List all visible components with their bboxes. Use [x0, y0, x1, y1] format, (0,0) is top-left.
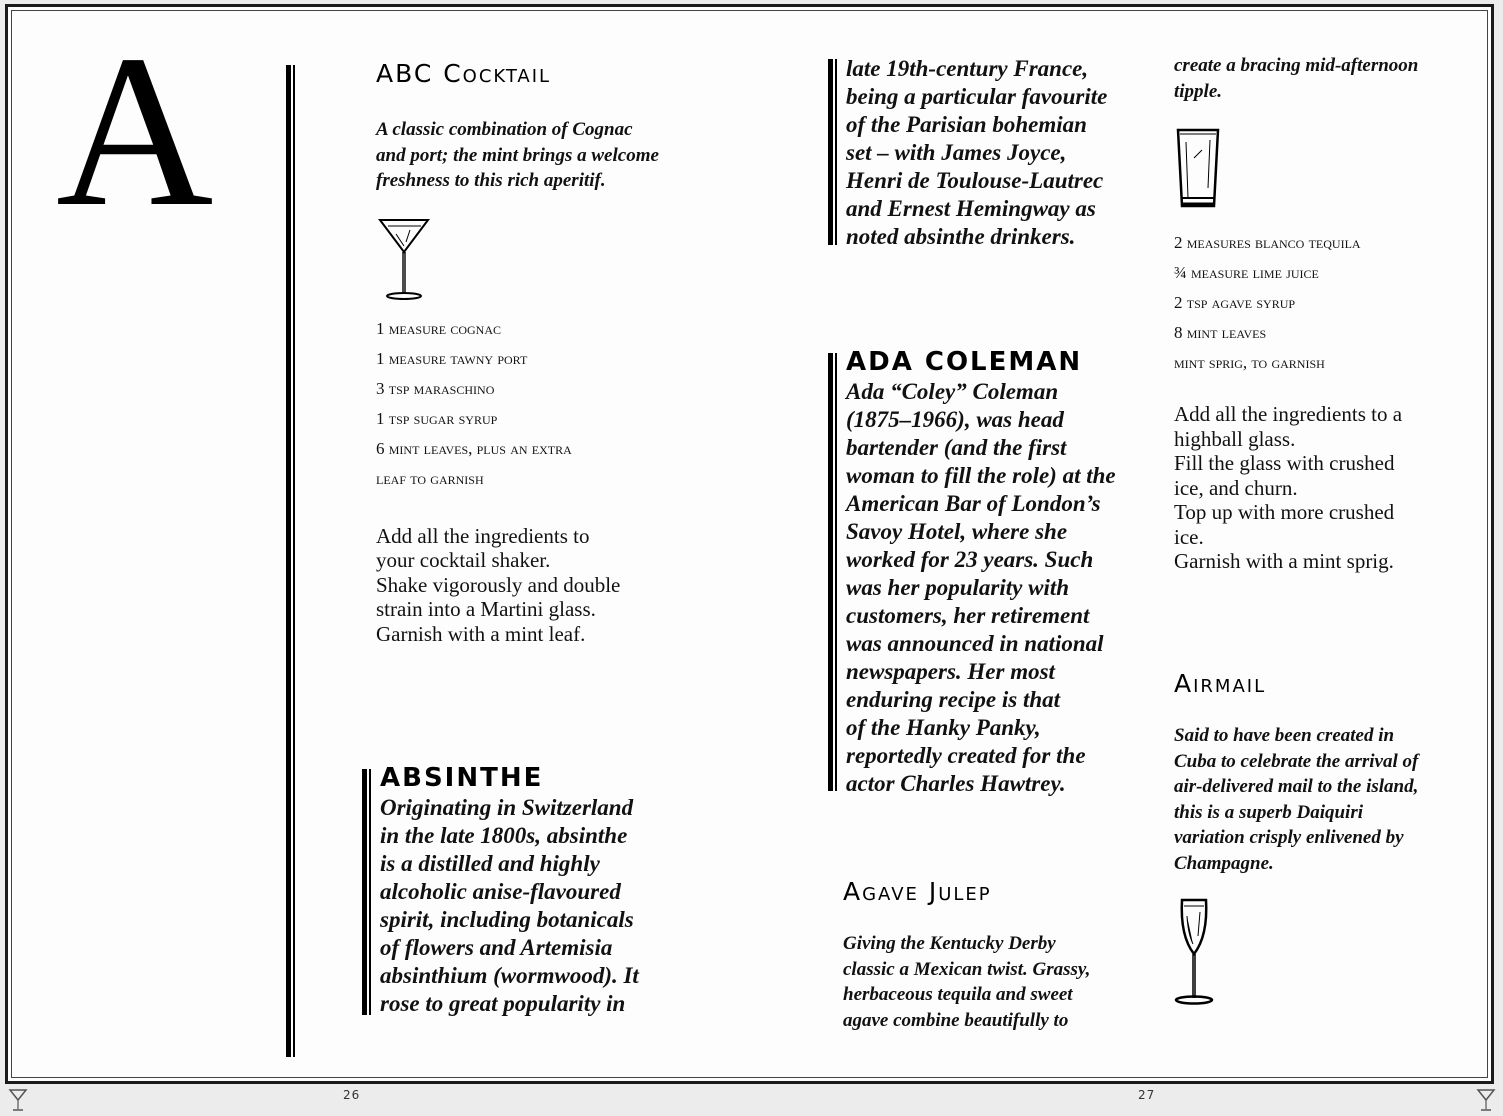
method-line: Fill the glass with crushed — [1174, 451, 1395, 475]
text-line: agave combine beautifully to — [843, 1009, 1069, 1031]
ingredient-list — [1174, 228, 1474, 378]
text-line: Cuba to celebrate the arrival of — [1174, 750, 1419, 772]
method-line: Add all the ingredients to a — [1174, 402, 1403, 426]
feature-bar — [835, 353, 837, 791]
highball-glass-icon — [1174, 128, 1222, 212]
recipe-intro — [1174, 53, 1474, 104]
method-line: ice, and churn. — [1174, 475, 1298, 500]
ingredient-item: 8 mint leaves — [1174, 323, 1267, 342]
recipe-intro — [843, 931, 1143, 1033]
text-line: rose to great popularity in — [380, 991, 626, 1017]
text-line: customers, her retirement — [846, 603, 1090, 629]
recipe-agave-julep-continued — [1174, 53, 1474, 574]
method-line: your cocktail shaker. — [376, 548, 551, 572]
ingredient-item: leaf to garnish — [376, 468, 484, 488]
ingredient-item: 3 tsp maraschino — [376, 378, 495, 398]
text-line: being a particular favourite — [846, 84, 1108, 109]
martini-glass-icon — [8, 1088, 28, 1112]
text-line: set – with James Joyce, — [846, 140, 1067, 165]
text-line: Giving the Kentucky Derby — [843, 933, 1056, 954]
method-line: Garnish with a mint leaf. — [376, 621, 586, 646]
text-line: late 19th-century France, — [846, 56, 1089, 81]
ingredient-item: 2 measures blanco tequila — [1174, 233, 1361, 252]
feature-absinthe-continued — [828, 56, 1128, 249]
text-line: actor Charles Hawtrey. — [846, 771, 1066, 797]
text-line: alcoholic anise-flavoured — [380, 879, 621, 905]
feature-text — [846, 378, 1146, 798]
text-line: noted absinthe drinkers. — [846, 224, 1076, 249]
recipe-title: Agave Julep — [843, 877, 992, 906]
feature-title: ADA COLEMAN — [846, 347, 1083, 377]
method-line: Garnish with a mint sprig. — [1174, 549, 1394, 573]
method-steps — [1174, 402, 1474, 574]
text-line: was her popularity with — [846, 575, 1070, 601]
ingredient-item: ¾ measure lime juice — [1174, 263, 1319, 282]
text-line: absinthium (wormwood). It — [380, 963, 639, 989]
feature-bar — [828, 59, 833, 245]
text-line: is a distilled and highly — [380, 851, 600, 877]
recipe-intro — [1174, 723, 1474, 876]
section-divider — [293, 65, 295, 1057]
page-number-left: 26 — [343, 1088, 361, 1102]
text-line: air-delivered mail to the island, — [1174, 776, 1419, 797]
text-line: classic a Mexican twist. Grassy, — [843, 958, 1091, 980]
text-line: woman to fill the role) at the — [846, 463, 1116, 489]
feature-bar — [828, 353, 833, 791]
martini-glass-icon — [376, 216, 436, 302]
recipe-intro: A classic combination of Cognac and port; the mint brings a welcome freshness to this rich aperitif. — [376, 119, 659, 191]
method-line: Top up with more crushed — [1174, 500, 1395, 524]
text-line: create a bracing mid-afternoon — [1174, 55, 1419, 76]
text-line: and Ernest Hemingway as — [846, 196, 1096, 221]
recipe-airmail — [1174, 669, 1474, 1008]
text-line: Champagne. — [1174, 852, 1274, 874]
section-divider — [286, 65, 291, 1057]
text-line: of flowers and Artemisia — [380, 935, 613, 961]
text-line: this is a superb Daiquiri — [1174, 801, 1363, 823]
page-number-right: 27 — [1138, 1088, 1156, 1102]
feature-bar — [369, 769, 371, 1015]
feature-title: ABSINTHE — [380, 763, 544, 793]
feature-absinthe — [362, 763, 662, 1017]
feature-bar — [835, 59, 837, 245]
text-line: Said to have been created in — [1174, 725, 1395, 746]
recipe-title: ABC Cocktail — [376, 59, 552, 88]
method-line: Shake vigorously and double — [376, 572, 621, 597]
ingredient-item: 1 measure cognac — [376, 318, 502, 338]
text-line: of the Hanky Panky, — [846, 715, 1041, 741]
text-line: Savoy Hotel, where she — [846, 519, 1068, 545]
text-line: tipple. — [1174, 80, 1223, 102]
text-line: American Bar of London’s — [846, 491, 1101, 517]
text-line: herbaceous tequila and sweet — [843, 984, 1073, 1005]
method-line: ice. — [1174, 524, 1204, 549]
ingredient-item: 2 tsp agave syrup — [1174, 293, 1296, 312]
ingredient-item: mint sprig, to garnish — [1174, 353, 1325, 372]
book-spread — [5, 4, 1494, 1084]
champagne-flute-icon — [1174, 896, 1218, 1008]
text-line: enduring recipe is that — [846, 687, 1061, 713]
method-line: strain into a Martini glass. — [376, 597, 596, 621]
text-line: in the late 1800s, absinthe — [380, 823, 628, 849]
recipe-abc-cocktail — [376, 59, 676, 646]
text-line: (1875–1966), was head — [846, 407, 1064, 433]
feature-ada-coleman — [828, 347, 1128, 797]
ingredient-item: 1 tsp sugar syrup — [376, 408, 498, 428]
text-line: Ada “Coley” Coleman — [846, 379, 1059, 405]
recipe-title: Airmail — [1174, 669, 1267, 698]
text-line: worked for 23 years. Such — [846, 547, 1094, 573]
text-line: Originating in Switzerland — [380, 795, 634, 821]
text-line: of the Parisian bohemian — [846, 112, 1087, 137]
feature-bar — [362, 769, 367, 1015]
text-line: spirit, including botanicals — [380, 907, 634, 933]
section-letter: A — [56, 11, 214, 252]
text-line: reportedly created for the — [846, 743, 1086, 769]
text-line: variation crisply enlivened by — [1174, 827, 1404, 848]
method-line: highball glass. — [1174, 426, 1296, 451]
text-line: Henri de Toulouse-Lautrec — [846, 168, 1104, 193]
text-line: was announced in national — [846, 631, 1104, 657]
feature-text — [846, 55, 1136, 251]
ingredient-list — [376, 314, 676, 494]
method-steps — [376, 524, 676, 647]
ingredient-item: 1 measure tawny port — [376, 348, 528, 368]
text-line: newspapers. Her most — [846, 659, 1055, 685]
martini-glass-icon — [1476, 1088, 1496, 1112]
ingredient-item: 6 mint leaves, plus an extra — [376, 438, 572, 458]
method-line: Add all the ingredients to — [376, 523, 590, 548]
feature-text — [380, 794, 670, 1018]
text-line: bartender (and the first — [846, 435, 1067, 461]
recipe-agave-julep — [843, 877, 1143, 1033]
